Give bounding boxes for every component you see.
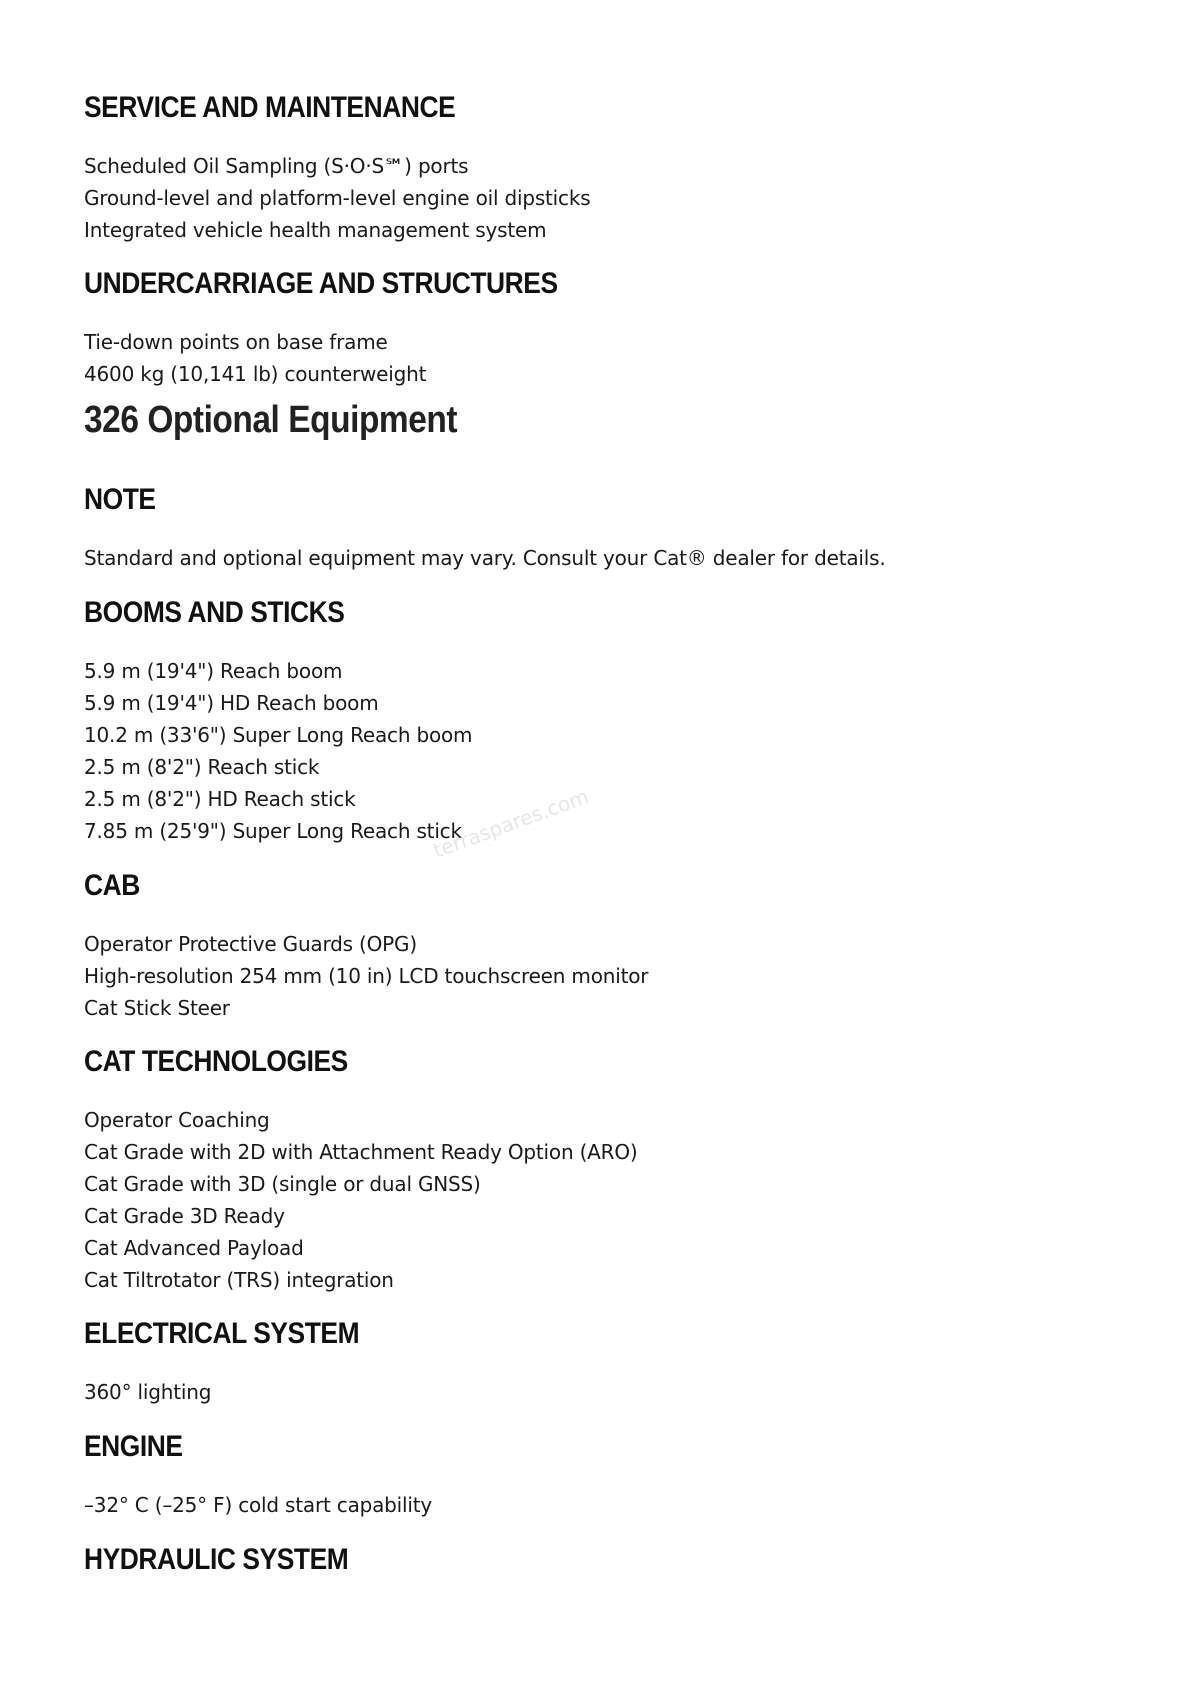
list-item: –32° C (–25° F) cold start capability (84, 1493, 433, 1517)
section-heading: CAT TECHNOLOGIES (84, 1045, 348, 1078)
section-cat-technologies (84, 1044, 1124, 1292)
list-item: Integrated vehicle health management system (84, 218, 547, 242)
list-item: Ground-level and platform-level engine oil dipsticks (84, 186, 591, 210)
list-item: Operator Coaching (84, 1108, 270, 1132)
list-item: 7.85 m (25'9") Super Long Reach stick (84, 819, 462, 843)
section-heading: ELECTRICAL SYSTEM (84, 1317, 360, 1350)
item-list (84, 1104, 638, 1296)
item-list (84, 928, 648, 1024)
section-heading: NOTE (84, 483, 156, 516)
list-item: Cat Stick Steer (84, 996, 230, 1020)
section-heading: HYDRAULIC SYSTEM (84, 1543, 349, 1576)
list-item: Cat Grade with 3D (single or dual GNSS) (84, 1172, 481, 1196)
list-item: Standard and optional equipment may vary. Consult your Cat® dealer for details. (84, 546, 886, 570)
section-heading: UNDERCARRIAGE AND STRUCTURES (84, 267, 558, 300)
section-engine (84, 1429, 1124, 1517)
item-list (84, 1376, 211, 1408)
list-item: Cat Grade 3D Ready (84, 1204, 285, 1228)
item-list (84, 542, 886, 574)
list-item: Tie-down points on base frame (84, 330, 388, 354)
list-item: Scheduled Oil Sampling (S·O·S℠) ports (84, 154, 469, 178)
list-item: 2.5 m (8'2") Reach stick (84, 755, 320, 779)
section-heading: BOOMS AND STICKS (84, 596, 345, 629)
section-heading: CAB (84, 869, 140, 902)
list-item: 5.9 m (19'4") Reach boom (84, 659, 343, 683)
section-note (84, 482, 1124, 570)
section-hydraulic-system (84, 1542, 1124, 1578)
section-undercarriage-structures (84, 266, 1124, 386)
watermark: terraspares.com (430, 784, 592, 863)
section-electrical-system (84, 1316, 1124, 1404)
item-list (84, 655, 472, 847)
section-cab (84, 868, 1124, 1020)
section-service-maintenance (84, 90, 1124, 242)
list-item: High-resolution 254 mm (10 in) LCD touchscreen monitor (84, 964, 649, 988)
section-heading: SERVICE AND MAINTENANCE (84, 91, 456, 124)
list-item: Cat Tiltrotator (TRS) integration (84, 1268, 394, 1292)
list-item: 2.5 m (8'2") HD Reach stick (84, 787, 356, 811)
list-item: 10.2 m (33'6") Super Long Reach boom (84, 723, 473, 747)
list-item: Cat Grade with 2D with Attachment Ready Option (ARO) (84, 1140, 638, 1164)
list-item: 4600 kg (10,141 lb) counterweight (84, 362, 427, 386)
list-item: 5.9 m (19'4") HD Reach boom (84, 691, 379, 715)
item-list (84, 150, 590, 246)
page-title: 326 Optional Equipment (84, 399, 458, 441)
list-item: 360° lighting (84, 1380, 212, 1404)
item-list (84, 1489, 432, 1521)
list-item: Operator Protective Guards (OPG) (84, 932, 417, 956)
list-item: Cat Advanced Payload (84, 1236, 304, 1260)
item-list (84, 326, 426, 390)
section-heading: ENGINE (84, 1430, 183, 1463)
